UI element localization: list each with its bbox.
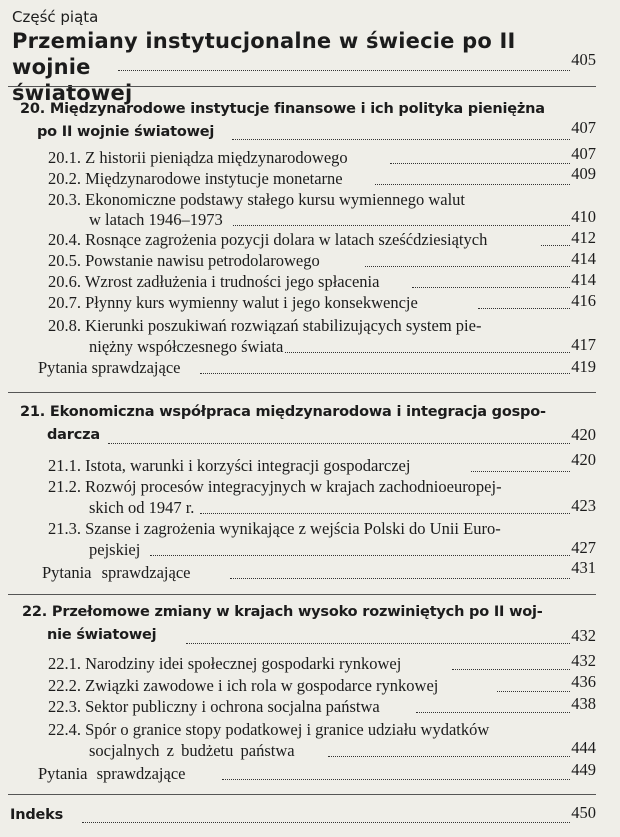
dot-leader (285, 352, 570, 353)
questions-label: Pytania sprawdzające (38, 764, 186, 783)
dot-leader (200, 373, 570, 374)
item-page: 420 (571, 450, 596, 469)
chapter-21-page: 420 (571, 425, 596, 444)
item-page: 407 (571, 144, 596, 163)
divider (8, 794, 596, 795)
divider (8, 392, 596, 393)
item-page: 410 (571, 207, 596, 226)
chapter-22-page: 432 (571, 626, 596, 645)
chapter-21-title-line1: 21. Ekonomiczna współpraca międzynarodowa i integracja gospo- (20, 404, 546, 420)
chapter-20-title (20, 98, 592, 144)
index-page: 450 (571, 803, 596, 822)
toc-item-21-1 (48, 456, 410, 475)
item-page: 417 (571, 335, 596, 354)
questions-page: 419 (571, 357, 596, 376)
item-title: Spór o granice stopy podatkowej i granice udziału wydatków (85, 720, 490, 739)
dot-leader (82, 822, 570, 823)
toc-item-20-8 (48, 316, 554, 335)
questions-page: 449 (571, 760, 596, 779)
toc-item-21-2-cont (89, 498, 194, 517)
item-title: Z historii pieniądza międzynarodowego (85, 148, 348, 167)
item-page: 427 (571, 538, 596, 557)
toc-item-22-4-cont (89, 741, 295, 760)
item-title: Rosnące zagrożenia pozycji dolara w latach sześćdziesiątych (85, 230, 488, 249)
dot-leader (108, 443, 570, 444)
item-number: 20.3. (48, 190, 81, 209)
item-page: 436 (571, 672, 596, 691)
dot-leader (412, 287, 570, 288)
chapter-21-title-line2: darcza (47, 427, 100, 443)
part-page-number: 405 (571, 50, 596, 69)
dot-leader (233, 225, 570, 226)
dot-leader (471, 471, 570, 472)
item-page: 412 (571, 228, 596, 247)
item-title: Szanse i zagrożenia wynikające z wejścia Polski do Unii Euro- (85, 519, 501, 538)
item-page: 438 (571, 694, 596, 713)
item-page: 444 (571, 738, 596, 757)
item-title: Płynny kurs wymienny walut i jego konsekwencje (85, 293, 418, 312)
chapter-21-title (20, 401, 592, 447)
item-number: 20.7. (48, 293, 81, 312)
item-number: 22.2. (48, 676, 81, 695)
chapter-22-title-line2: nie światowej (47, 627, 157, 643)
item-number: 20.5. (48, 251, 81, 270)
item-title: Narodziny idei społecznej gospodarki rynkowej (85, 654, 402, 673)
item-page: 423 (571, 496, 596, 515)
item-number: 20.1. (48, 148, 81, 167)
toc-item-21-3 (48, 519, 554, 538)
questions-label: Pytania sprawdzające (42, 563, 191, 582)
dot-leader (186, 643, 570, 644)
toc-item-20-1 (48, 148, 348, 167)
toc-item-22-1 (48, 654, 401, 673)
item-title: Międzynarodowe instytucje monetarne (85, 169, 343, 188)
item-number: 22.1. (48, 654, 81, 673)
chapter-22-title-line1: 22. Przełomowe zmiany w krajach wysoko rozwiniętych po II woj- (22, 604, 543, 620)
part-title (12, 28, 587, 106)
toc-item-20-3 (48, 190, 554, 209)
item-number: 20.4. (48, 230, 81, 249)
dot-leader (222, 779, 570, 780)
toc-item-22-4 (48, 720, 554, 739)
toc-item-20-3-cont (89, 210, 223, 229)
questions-22 (38, 764, 185, 783)
item-title-cont: w latach 1946–1973 (89, 210, 223, 229)
dot-leader (365, 266, 570, 267)
toc-item-20-5 (48, 251, 320, 270)
dot-leader (232, 139, 570, 140)
questions-label: Pytania sprawdzające (38, 358, 181, 377)
questions-21 (42, 563, 190, 582)
item-title: Rozwój procesów integracyjnych w krajach zachodnioeuropej- (85, 477, 502, 496)
toc-item-20-2 (48, 169, 343, 188)
item-number: 21.3. (48, 519, 81, 538)
item-number: 21.1. (48, 456, 81, 475)
dot-leader (390, 163, 570, 164)
index-entry (10, 804, 63, 827)
index-label: Indeks (10, 807, 64, 823)
part-label: Część piąta (12, 8, 99, 26)
item-number: 20.8. (48, 316, 81, 335)
item-title-cont: niężny współczesnego świata (89, 337, 284, 356)
dot-leader (497, 691, 570, 692)
toc-item-22-2 (48, 676, 438, 695)
item-number: 20.2. (48, 169, 81, 188)
item-title: Ekonomiczne podstawy stałego kursu wymiennego walut (85, 190, 466, 209)
dot-leader (118, 70, 570, 71)
toc-item-20-4 (48, 230, 487, 249)
item-title: Kierunki poszukiwań rozwiązań stabilizujących system pie- (85, 316, 482, 335)
item-title: Powstanie nawisu petrodolarowego (85, 251, 320, 270)
item-page: 409 (571, 164, 596, 183)
dot-leader (375, 184, 570, 185)
item-page: 414 (571, 270, 596, 289)
item-title: Istota, warunki i korzyści integracji gospodarczej (85, 456, 411, 475)
questions-20 (38, 358, 180, 377)
dot-leader (230, 578, 570, 579)
item-title-cont: pejskiej (89, 540, 141, 559)
toc-item-20-6 (48, 272, 379, 291)
item-page: 432 (571, 651, 596, 670)
item-title-cont: skich od 1947 r. (89, 498, 195, 517)
toc-item-20-8-cont (89, 337, 283, 356)
item-title: Sektor publiczny i ochrona socjalna państwa (85, 697, 380, 716)
item-title-cont: socjalnych z budżetu państwa (89, 741, 295, 760)
item-number: 21.2. (48, 477, 81, 496)
dot-leader (416, 712, 570, 713)
item-number: 22.3. (48, 697, 81, 716)
item-number: 20.6. (48, 272, 81, 291)
divider (8, 594, 596, 595)
toc-item-21-2 (48, 477, 554, 496)
toc-item-22-3 (48, 697, 380, 716)
dot-leader (541, 245, 570, 246)
dot-leader (478, 308, 570, 309)
questions-page: 431 (571, 558, 596, 577)
chapter-20-title-line1: 20. Międzynarodowe instytucje finansowe i ich polityka pieniężna (20, 101, 545, 117)
dot-leader (150, 555, 570, 556)
item-title: Związki zawodowe i ich rola w gospodarce rynkowej (85, 676, 439, 695)
chapter-20-title-line2: po II wojnie światowej (37, 124, 215, 140)
chapter-20-page: 407 (571, 118, 596, 137)
chapter-22-title (22, 601, 594, 647)
toc-item-20-7 (48, 293, 418, 312)
dot-leader (200, 513, 570, 514)
toc-item-21-3-cont (89, 540, 140, 559)
item-title: Wzrost zadłużenia i trudności jego spłacenia (84, 272, 380, 291)
item-page: 414 (571, 249, 596, 268)
part-title-line2: światowej (12, 81, 133, 105)
item-number: 22.4. (48, 720, 81, 739)
item-page: 416 (571, 291, 596, 310)
dot-leader (328, 756, 570, 757)
divider (8, 86, 596, 87)
part-title-line1: Przemiany instytucjonalne w świecie po II wojnie (12, 29, 516, 79)
dot-leader (452, 669, 570, 670)
